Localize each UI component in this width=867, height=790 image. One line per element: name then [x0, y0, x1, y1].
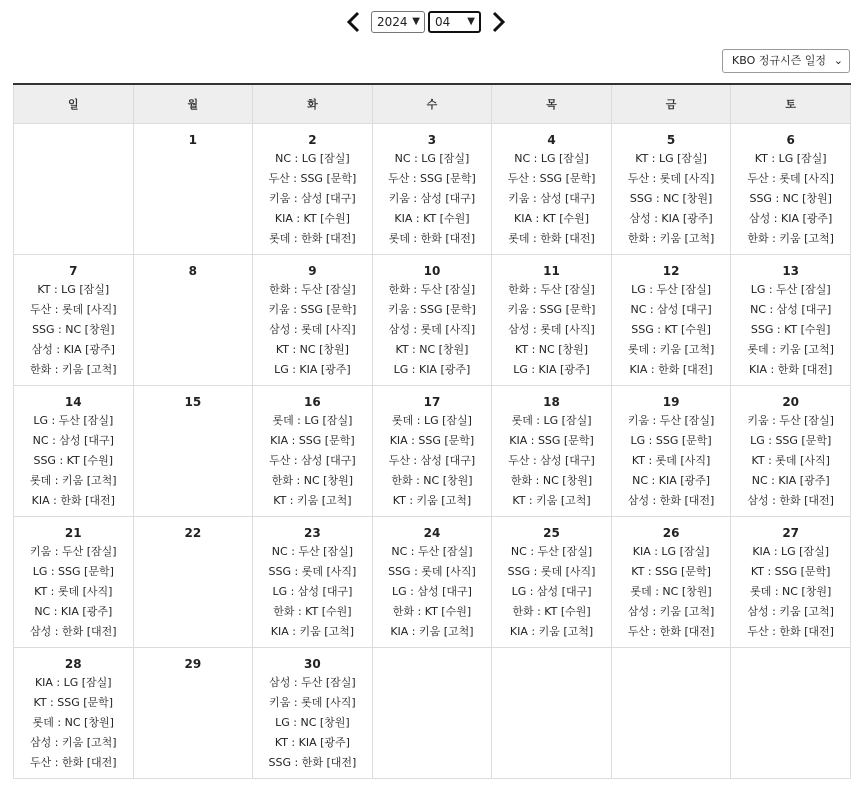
calendar-day-cell	[253, 124, 373, 255]
schedule-type-select[interactable]	[722, 49, 850, 73]
game-entry[interactable]: KT : SSG [문학]	[33, 696, 114, 709]
calendar-day-cell	[611, 386, 731, 517]
day-number: 7	[69, 264, 78, 278]
calendar-day-cell	[611, 255, 731, 386]
game-entry[interactable]: 두산 : 한화 [대전]	[747, 625, 834, 638]
game-entry[interactable]: 롯데 : 한화 [대전]	[269, 232, 356, 245]
game-entry[interactable]: NC : LG [잠실]	[514, 152, 589, 165]
calendar-day-cell	[372, 648, 492, 779]
day-number: 2	[308, 133, 317, 147]
game-entry[interactable]: 한화 : NC [창원]	[271, 474, 353, 487]
day-number: 24	[423, 526, 441, 540]
game-entry[interactable]: KIA : KT [수원]	[274, 212, 350, 225]
game-entry[interactable]: SSG : 롯데 [사직]	[388, 565, 476, 578]
day-number: 9	[308, 264, 317, 278]
game-entry[interactable]: SSG : KT [수원]	[33, 454, 114, 467]
game-entry[interactable]: KT : NC [창원]	[395, 343, 469, 356]
calendar-day-cell	[253, 255, 373, 386]
game-entry[interactable]: KT : 키움 [고척]	[392, 494, 472, 507]
game-entry[interactable]: LG : KIA [광주]	[513, 363, 590, 376]
game-entry[interactable]: KIA : LG [잠실]	[34, 676, 112, 689]
day-number: 21	[64, 526, 82, 540]
calendar-day-cell	[731, 255, 851, 386]
day-number: 30	[304, 657, 321, 671]
game-entry[interactable]: KIA : SSG [문학]	[270, 434, 355, 447]
chevron-down-icon: ▼	[412, 16, 420, 27]
game-entry[interactable]: SSG : KT [수원]	[750, 323, 831, 336]
game-entry[interactable]: KT : 롯데 [사직]	[751, 454, 830, 467]
game-entry[interactable]: 롯데 : NC [창원]	[32, 716, 114, 729]
game-entry[interactable]: KIA : 한화 [대전]	[629, 363, 713, 376]
game-entry[interactable]: KT : 키움 [고척]	[273, 494, 352, 507]
game-entry[interactable]: 한화 : 두산 [잠실]	[269, 283, 356, 296]
game-entry[interactable]: 한화 : 두산 [잠실]	[388, 283, 476, 296]
day-number: 19	[662, 395, 680, 409]
calendar-day-cell	[14, 386, 134, 517]
game-entry[interactable]: 한화 : KT [수원]	[512, 605, 591, 618]
game-entry[interactable]: 롯데 : LG [잠실]	[272, 414, 353, 427]
game-entry[interactable]: 롯데 : LG [잠실]	[511, 414, 592, 427]
game-entry[interactable]: 삼성 : 롯데 [사직]	[508, 323, 595, 336]
game-entry[interactable]: NC : 두산 [잠실]	[391, 545, 473, 558]
game-entry[interactable]: SSG : KT [수원]	[631, 323, 711, 336]
game-entry[interactable]: 롯데 : NC [창원]	[630, 585, 712, 598]
calendar-day-cell	[133, 255, 253, 386]
month-value: 04	[435, 15, 451, 29]
game-entry[interactable]: 키움 : 롯데 [사직]	[269, 696, 356, 709]
game-entry[interactable]: SSG : 롯데 [사직]	[507, 565, 596, 578]
game-entry[interactable]: 키움 : 두산 [잠실]	[30, 545, 117, 558]
calendar-day-cell	[492, 255, 612, 386]
day-number: 3	[427, 133, 437, 147]
game-entry[interactable]: KIA : KT [수원]	[394, 212, 470, 225]
game-entry[interactable]: KT : LG [잠실]	[635, 152, 707, 165]
day-number: 6	[786, 133, 795, 147]
day-number: 23	[304, 526, 321, 540]
calendar-day-cell	[731, 517, 851, 648]
game-entry[interactable]: 키움 : 삼성 [대구]	[508, 192, 595, 205]
game-entry[interactable]: 한화 : NC [창원]	[510, 474, 593, 487]
game-entry[interactable]: 한화 : 키움 [고척]	[747, 232, 834, 245]
calendar-week-row	[14, 124, 851, 255]
day-number: 16	[304, 395, 321, 409]
game-entry[interactable]: SSG : 한화 [대전]	[268, 756, 357, 769]
day-number: 15	[184, 395, 202, 409]
game-entry[interactable]: 삼성 : 한화 [대전]	[30, 625, 117, 638]
chevron-down-icon: ▼	[467, 16, 475, 27]
game-entry[interactable]: KT : KIA [광주]	[274, 736, 350, 749]
game-entry[interactable]: 삼성 : KIA [광주]	[749, 212, 833, 225]
game-entry[interactable]: KT : 키움 [고척]	[512, 494, 591, 507]
game-entry[interactable]: SSG : NC [창원]	[629, 192, 713, 205]
game-entry[interactable]: 삼성 : 키움 [고척]	[747, 605, 834, 618]
day-number: 5	[666, 133, 676, 147]
game-entry[interactable]: LG : 삼성 [대구]	[511, 585, 592, 598]
weekday-header: 토	[731, 84, 851, 124]
game-entry[interactable]: 두산 : 한화 [대전]	[30, 756, 117, 769]
day-number: 13	[782, 264, 800, 278]
game-entry[interactable]: 롯데 : LG [잠실]	[392, 414, 472, 427]
game-entry[interactable]: 두산 : 롯데 [사직]	[747, 172, 834, 185]
game-entry[interactable]: 두산 : SSG [문학]	[507, 172, 596, 185]
calendar-day-cell	[253, 386, 373, 517]
month-navigation	[0, 8, 867, 38]
weekday-header: 수	[372, 84, 492, 124]
game-entry[interactable]: KT : 롯데 [사직]	[34, 585, 113, 598]
game-entry[interactable]: KT : NC [창원]	[515, 343, 589, 356]
game-entry[interactable]: KIA : SSG [문학]	[389, 434, 475, 447]
calendar-day-cell	[14, 255, 134, 386]
game-entry[interactable]: 롯데 : 키움 [고척]	[747, 343, 834, 356]
game-entry[interactable]: 키움 : SSG [문학]	[388, 303, 476, 316]
game-entry[interactable]: 두산 : 한화 [대전]	[627, 625, 715, 638]
weekday-header: 일	[14, 84, 134, 124]
calendar-week-row	[14, 255, 851, 386]
game-entry[interactable]: 삼성 : KIA [광주]	[629, 212, 713, 225]
game-entry[interactable]: KT : SSG [문학]	[631, 565, 711, 578]
calendar-day-cell	[253, 648, 373, 779]
calendar-day-cell	[611, 648, 731, 779]
day-number: 20	[782, 395, 800, 409]
game-entry[interactable]: KIA : SSG [문학]	[509, 434, 594, 447]
calendar-week-row	[14, 648, 851, 779]
game-entry[interactable]: 키움 : 삼성 [대구]	[269, 192, 356, 205]
calendar-day-cell	[372, 255, 492, 386]
game-entry[interactable]: 두산 : SSG [문학]	[268, 172, 357, 185]
weekday-header: 화	[253, 84, 373, 124]
game-entry[interactable]: NC : 두산 [잠실]	[510, 545, 593, 558]
calendar-day-cell	[492, 648, 612, 779]
day-number: 27	[782, 526, 800, 540]
calendar-day-cell	[133, 386, 253, 517]
game-entry[interactable]: SSG : 롯데 [사직]	[268, 565, 357, 578]
day-number: 4	[547, 133, 556, 147]
game-entry[interactable]: LG : KIA [광주]	[393, 363, 471, 376]
weekday-header: 금	[611, 84, 731, 124]
day-number: 10	[423, 264, 441, 278]
game-entry[interactable]: 삼성 : 두산 [잠실]	[269, 676, 356, 689]
game-entry[interactable]: KT : NC [창원]	[275, 343, 349, 356]
calendar-day-cell	[492, 386, 612, 517]
game-entry[interactable]: 삼성 : 키움 [고척]	[627, 605, 715, 618]
game-entry[interactable]: 한화 : NC [창원]	[391, 474, 473, 487]
game-entry[interactable]: LG : KIA [광주]	[274, 363, 351, 376]
game-entry[interactable]: 두산 : 삼성 [대구]	[269, 454, 356, 467]
day-number: 22	[184, 526, 202, 540]
game-entry[interactable]: KT : LG [잠실]	[37, 283, 110, 296]
calendar-day-cell	[492, 517, 612, 648]
game-entry[interactable]: 삼성 : KIA [광주]	[31, 343, 115, 356]
game-entry[interactable]: KT : LG [잠실]	[754, 152, 827, 165]
weekday-header: 월	[133, 84, 253, 124]
game-entry[interactable]: 두산 : 롯데 [사직]	[627, 172, 715, 185]
calendar-day-cell	[14, 124, 134, 255]
calendar-day-cell	[611, 124, 731, 255]
calendar-day-cell	[14, 517, 134, 648]
calendar-day-cell	[133, 517, 253, 648]
game-entry[interactable]: SSG : NC [창원]	[32, 323, 115, 336]
day-number: 14	[64, 395, 82, 409]
calendar-day-cell	[133, 648, 253, 779]
game-entry[interactable]: 한화 : 키움 [고척]	[30, 363, 117, 376]
game-entry[interactable]: KIA : LG [잠실]	[632, 545, 710, 558]
day-number: 25	[543, 526, 560, 540]
day-number: 29	[184, 657, 202, 671]
game-entry[interactable]: LG : 삼성 [대구]	[272, 585, 353, 598]
game-entry[interactable]: KIA : KT [수원]	[513, 212, 590, 225]
game-entry[interactable]: 두산 : 삼성 [대구]	[388, 454, 476, 467]
game-entry[interactable]: LG : SSG [문학]	[630, 434, 712, 447]
game-entry[interactable]: 삼성 : 키움 [고척]	[30, 736, 117, 749]
calendar-day-cell	[372, 517, 492, 648]
chevron-down-icon: ⌄	[833, 54, 843, 67]
game-entry[interactable]: LG : 두산 [잠실]	[33, 414, 114, 427]
game-entry[interactable]: NC : 삼성 [대구]	[750, 303, 832, 316]
game-entry[interactable]: 한화 : 두산 [잠실]	[508, 283, 595, 296]
game-entry[interactable]: 삼성 : 롯데 [사직]	[269, 323, 356, 336]
day-number: 12	[662, 264, 680, 278]
game-entry[interactable]: 키움 : 두산 [잠실]	[627, 414, 715, 427]
chevron-right-icon[interactable]	[490, 10, 508, 34]
day-number: 8	[188, 264, 198, 278]
day-number: 28	[64, 657, 82, 671]
calendar-day-cell	[492, 124, 612, 255]
calendar-week-row	[14, 517, 851, 648]
calendar-day-cell	[731, 386, 851, 517]
game-entry[interactable]: NC : LG [잠실]	[275, 152, 350, 165]
game-entry[interactable]: 롯데 : 키움 [고척]	[30, 474, 117, 487]
game-entry[interactable]: LG : NC [창원]	[275, 716, 350, 729]
game-entry[interactable]: 키움 : SSG [문학]	[268, 303, 357, 316]
day-number: 1	[188, 133, 198, 147]
day-number: 18	[543, 395, 560, 409]
calendar-day-cell	[372, 386, 492, 517]
game-entry[interactable]: 두산 : SSG [문학]	[388, 172, 476, 185]
game-entry[interactable]: NC : KIA [광주]	[632, 474, 711, 487]
month-select[interactable]	[428, 11, 481, 33]
game-entry[interactable]: 롯데 : 한화 [대전]	[388, 232, 476, 245]
game-entry[interactable]: LG : SSG [문학]	[32, 565, 114, 578]
calendar-day-cell	[253, 517, 373, 648]
game-entry[interactable]: NC : KIA [광주]	[751, 474, 830, 487]
calendar-day-cell	[133, 124, 253, 255]
game-entry[interactable]: KIA : LG [잠실]	[752, 545, 830, 558]
calendar-day-cell	[731, 124, 851, 255]
game-entry[interactable]: 키움 : 삼성 [대구]	[388, 192, 476, 205]
game-entry[interactable]: KT : 롯데 [사직]	[631, 454, 711, 467]
year-select[interactable]	[371, 11, 425, 33]
game-entry[interactable]: 한화 : KT [수원]	[273, 605, 352, 618]
day-number: 11	[543, 264, 560, 278]
game-entry[interactable]: NC : LG [잠실]	[394, 152, 470, 165]
calendar-week-row	[14, 386, 851, 517]
calendar-day-cell	[372, 124, 492, 255]
game-entry[interactable]: 키움 : 두산 [잠실]	[747, 414, 834, 427]
calendar-day-cell	[731, 648, 851, 779]
game-entry[interactable]: LG : 두산 [잠실]	[631, 283, 712, 296]
game-entry[interactable]: NC : 삼성 [대구]	[630, 303, 712, 316]
game-entry[interactable]: 롯데 : NC [창원]	[750, 585, 832, 598]
game-entry[interactable]: SSG : NC [창원]	[749, 192, 832, 205]
schedule-type-value: KBO 정규시즌 일정	[732, 54, 826, 67]
game-entry[interactable]: 두산 : 삼성 [대구]	[508, 454, 595, 467]
game-entry[interactable]: 롯데 : 키움 [고척]	[627, 343, 715, 356]
game-entry[interactable]: KIA : 한화 [대전]	[749, 363, 833, 376]
game-entry[interactable]: LG : SSG [문학]	[750, 434, 832, 447]
game-entry[interactable]: 키움 : SSG [문학]	[507, 303, 596, 316]
game-entry[interactable]: 한화 : 키움 [고척]	[627, 232, 715, 245]
game-entry[interactable]: KT : SSG [문학]	[750, 565, 831, 578]
day-number: 26	[662, 526, 680, 540]
game-entry[interactable]: KIA : 한화 [대전]	[31, 494, 115, 507]
game-entry[interactable]: 롯데 : 한화 [대전]	[508, 232, 595, 245]
calendar-day-cell	[14, 648, 134, 779]
game-entry[interactable]: LG : 삼성 [대구]	[392, 585, 472, 598]
calendar-day-cell	[611, 517, 731, 648]
game-entry[interactable]: LG : 두산 [잠실]	[750, 283, 831, 296]
game-entry[interactable]: NC : KIA [광주]	[34, 605, 113, 618]
year-value: 2024	[377, 15, 408, 29]
game-entry[interactable]: 삼성 : 롯데 [사직]	[388, 323, 476, 336]
game-entry[interactable]: 두산 : 롯데 [사직]	[30, 303, 117, 316]
game-entry[interactable]: NC : 삼성 [대구]	[32, 434, 114, 447]
chevron-left-icon[interactable]	[344, 10, 362, 34]
calendar-table	[13, 83, 851, 779]
weekday-header-row	[14, 84, 851, 124]
game-entry[interactable]: KIA : 키움 [고척]	[390, 625, 474, 638]
day-number: 17	[423, 395, 441, 409]
game-entry[interactable]: KIA : 키움 [고척]	[509, 625, 594, 638]
weekday-header: 목	[492, 84, 612, 124]
game-entry[interactable]: 삼성 : 한화 [대전]	[627, 494, 715, 507]
game-entry[interactable]: KIA : 키움 [고척]	[270, 625, 355, 638]
game-entry[interactable]: 삼성 : 한화 [대전]	[747, 494, 834, 507]
game-entry[interactable]: NC : 두산 [잠실]	[271, 545, 353, 558]
game-entry[interactable]: 한화 : KT [수원]	[392, 605, 472, 618]
